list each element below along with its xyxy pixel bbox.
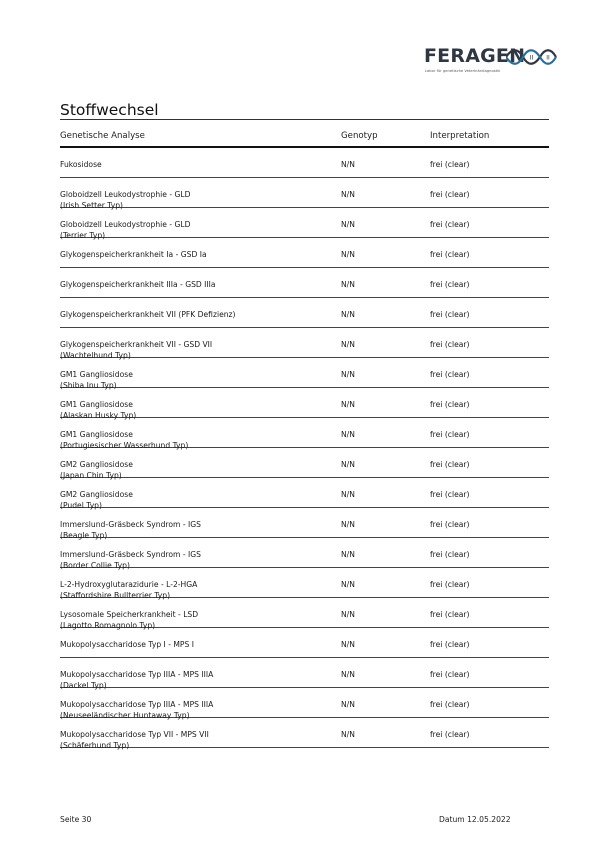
table-row <box>60 148 549 178</box>
genotype-cell: N/N <box>341 430 355 439</box>
genotype-cell: N/N <box>341 640 355 649</box>
table-row <box>60 238 549 268</box>
table-row <box>60 628 549 658</box>
analysis-breed-type: (Pudel Typ) <box>60 500 102 510</box>
interpretation-cell: frei (clear) <box>430 370 470 379</box>
report-date: Datum 12.05.2022 <box>439 815 511 824</box>
analysis-name: Glykogenspeicherkrankheit VII (PFK Defizienz) <box>60 310 236 319</box>
analysis-cell <box>60 730 330 751</box>
genotype-cell: N/N <box>341 670 355 679</box>
genotype-cell: N/N <box>341 220 355 229</box>
header-genotype: Genotyp <box>341 131 378 141</box>
results-table <box>60 148 549 748</box>
table-header <box>60 131 549 145</box>
genotype-cell: N/N <box>341 580 355 589</box>
genotype-cell: N/N <box>341 340 355 349</box>
interpretation-cell: frei (clear) <box>430 610 470 619</box>
interpretation-cell: frei (clear) <box>430 310 470 319</box>
analysis-name: Mukopolysaccharidose Typ IIIA - MPS IIIA <box>60 670 214 679</box>
table-row <box>60 178 549 208</box>
interpretation-cell: frei (clear) <box>430 400 470 409</box>
analysis-name: Lysosomale Speicherkrankheit - LSD <box>60 610 199 619</box>
table-row <box>60 358 549 388</box>
logo-wordmark: FERAGEN <box>424 45 526 67</box>
table-row <box>60 568 549 598</box>
genotype-cell: N/N <box>341 370 355 379</box>
analysis-name: Glykogenspeicherkrankheit Ia - GSD Ia <box>60 250 207 259</box>
interpretation-cell: frei (clear) <box>430 730 470 739</box>
analysis-cell <box>60 310 330 321</box>
table-row <box>60 418 549 448</box>
interpretation-cell: frei (clear) <box>430 490 470 499</box>
analysis-name: GM1 Gangliosidose <box>60 370 133 379</box>
genotype-cell: N/N <box>341 400 355 409</box>
analysis-cell <box>60 280 330 291</box>
feragen-logo <box>421 44 561 80</box>
analysis-cell <box>60 640 330 651</box>
header-interpretation: Interpretation <box>430 131 490 141</box>
genotype-cell: N/N <box>341 700 355 709</box>
analysis-name: L-2-Hydroxyglutarazidurie - L-2-HGA <box>60 580 198 589</box>
table-row <box>60 688 549 718</box>
analysis-name: Glykogenspeicherkrankheit VII - GSD VII <box>60 340 213 349</box>
table-row <box>60 298 549 328</box>
genotype-cell: N/N <box>341 520 355 529</box>
interpretation-cell: frei (clear) <box>430 520 470 529</box>
table-row <box>60 268 549 298</box>
analysis-name: GM2 Gangliosidose <box>60 490 133 499</box>
analysis-breed-type: (Border Collie Typ) <box>60 560 130 570</box>
genotype-cell: N/N <box>341 460 355 469</box>
header-analysis: Genetische Analyse <box>60 131 145 141</box>
page-number: Seite 30 <box>60 815 92 824</box>
table-row <box>60 718 549 748</box>
title-divider <box>60 119 549 120</box>
analysis-name: GM1 Gangliosidose <box>60 400 133 409</box>
analysis-name: GM1 Gangliosidose <box>60 430 133 439</box>
analysis-breed-type: (Lagotto Romagnolo Typ) <box>60 620 156 630</box>
analysis-breed-type: (Japan Chin Typ) <box>60 470 122 480</box>
analysis-name: Mukopolysaccharidose Typ I - MPS I <box>60 640 194 649</box>
analysis-name: Immerslund-Gräsbeck Syndrom - IGS <box>60 550 201 559</box>
genotype-cell: N/N <box>341 730 355 739</box>
analysis-breed-type: (Portugiesischer Wasserhund Typ) <box>60 440 189 450</box>
analysis-breed-type: (Irish Setter Typ) <box>60 200 124 210</box>
analysis-breed-type: (Alaskan Husky Typ) <box>60 410 137 420</box>
interpretation-cell: frei (clear) <box>430 220 470 229</box>
table-row <box>60 658 549 688</box>
analysis-breed-type: (Dackel Typ) <box>60 680 107 690</box>
interpretation-cell: frei (clear) <box>430 580 470 589</box>
analysis-name: Immerslund-Gräsbeck Syndrom - IGS <box>60 520 201 529</box>
table-row <box>60 208 549 238</box>
analysis-cell <box>60 250 330 261</box>
interpretation-cell: frei (clear) <box>430 340 470 349</box>
analysis-breed-type: (Shiba Inu Typ) <box>60 380 117 390</box>
analysis-breed-type: (Wachtelhund Typ) <box>60 350 131 360</box>
dna-helix-icon <box>506 48 558 66</box>
analysis-breed-type: (Neuseeländischer Huntaway Typ) <box>60 710 190 720</box>
analysis-breed-type: (Staffordshire Bullterrier Typ) <box>60 590 171 600</box>
interpretation-cell: frei (clear) <box>430 670 470 679</box>
table-row <box>60 538 549 568</box>
genotype-cell: N/N <box>341 250 355 259</box>
logo-mark-left: II <box>529 54 534 62</box>
interpretation-cell: frei (clear) <box>430 460 470 469</box>
genotype-cell: N/N <box>341 550 355 559</box>
interpretation-cell: frei (clear) <box>430 700 470 709</box>
interpretation-cell: frei (clear) <box>430 640 470 649</box>
interpretation-cell: frei (clear) <box>430 550 470 559</box>
analysis-name: Globoidzell Leukodystrophie - GLD <box>60 220 191 229</box>
logo-subtitle: Labor für genetische Veterinärdiagnostik <box>425 69 501 73</box>
logo-mark-right: II <box>546 54 550 62</box>
genotype-cell: N/N <box>341 160 355 169</box>
table-row <box>60 598 549 628</box>
genotype-cell: N/N <box>341 190 355 199</box>
analysis-breed-type: (Beagle Typ) <box>60 530 108 540</box>
analysis-name: Fukosidose <box>60 160 102 169</box>
table-row <box>60 328 549 358</box>
genotype-cell: N/N <box>341 280 355 289</box>
analysis-name: GM2 Gangliosidose <box>60 460 133 469</box>
genotype-cell: N/N <box>341 310 355 319</box>
interpretation-cell: frei (clear) <box>430 280 470 289</box>
genotype-cell: N/N <box>341 610 355 619</box>
interpretation-cell: frei (clear) <box>430 160 470 169</box>
genotype-cell: N/N <box>341 490 355 499</box>
interpretation-cell: frei (clear) <box>430 190 470 199</box>
analysis-cell <box>60 160 330 171</box>
table-row <box>60 448 549 478</box>
page-title: Stoffwechsel <box>60 101 159 119</box>
table-row <box>60 478 549 508</box>
analysis-name: Globoidzell Leukodystrophie - GLD <box>60 190 191 199</box>
analysis-breed-type: (Terrier Typ) <box>60 230 106 240</box>
analysis-name: Mukopolysaccharidose Typ VII - MPS VII <box>60 730 209 739</box>
interpretation-cell: frei (clear) <box>430 250 470 259</box>
interpretation-cell: frei (clear) <box>430 430 470 439</box>
table-row <box>60 508 549 538</box>
analysis-name: Mukopolysaccharidose Typ IIIA - MPS IIIA <box>60 700 214 709</box>
analysis-breed-type: (Schäferhund Typ) <box>60 740 130 750</box>
table-row <box>60 388 549 418</box>
analysis-name: Glykogenspeicherkrankheit IIIa - GSD IIIa <box>60 280 216 289</box>
